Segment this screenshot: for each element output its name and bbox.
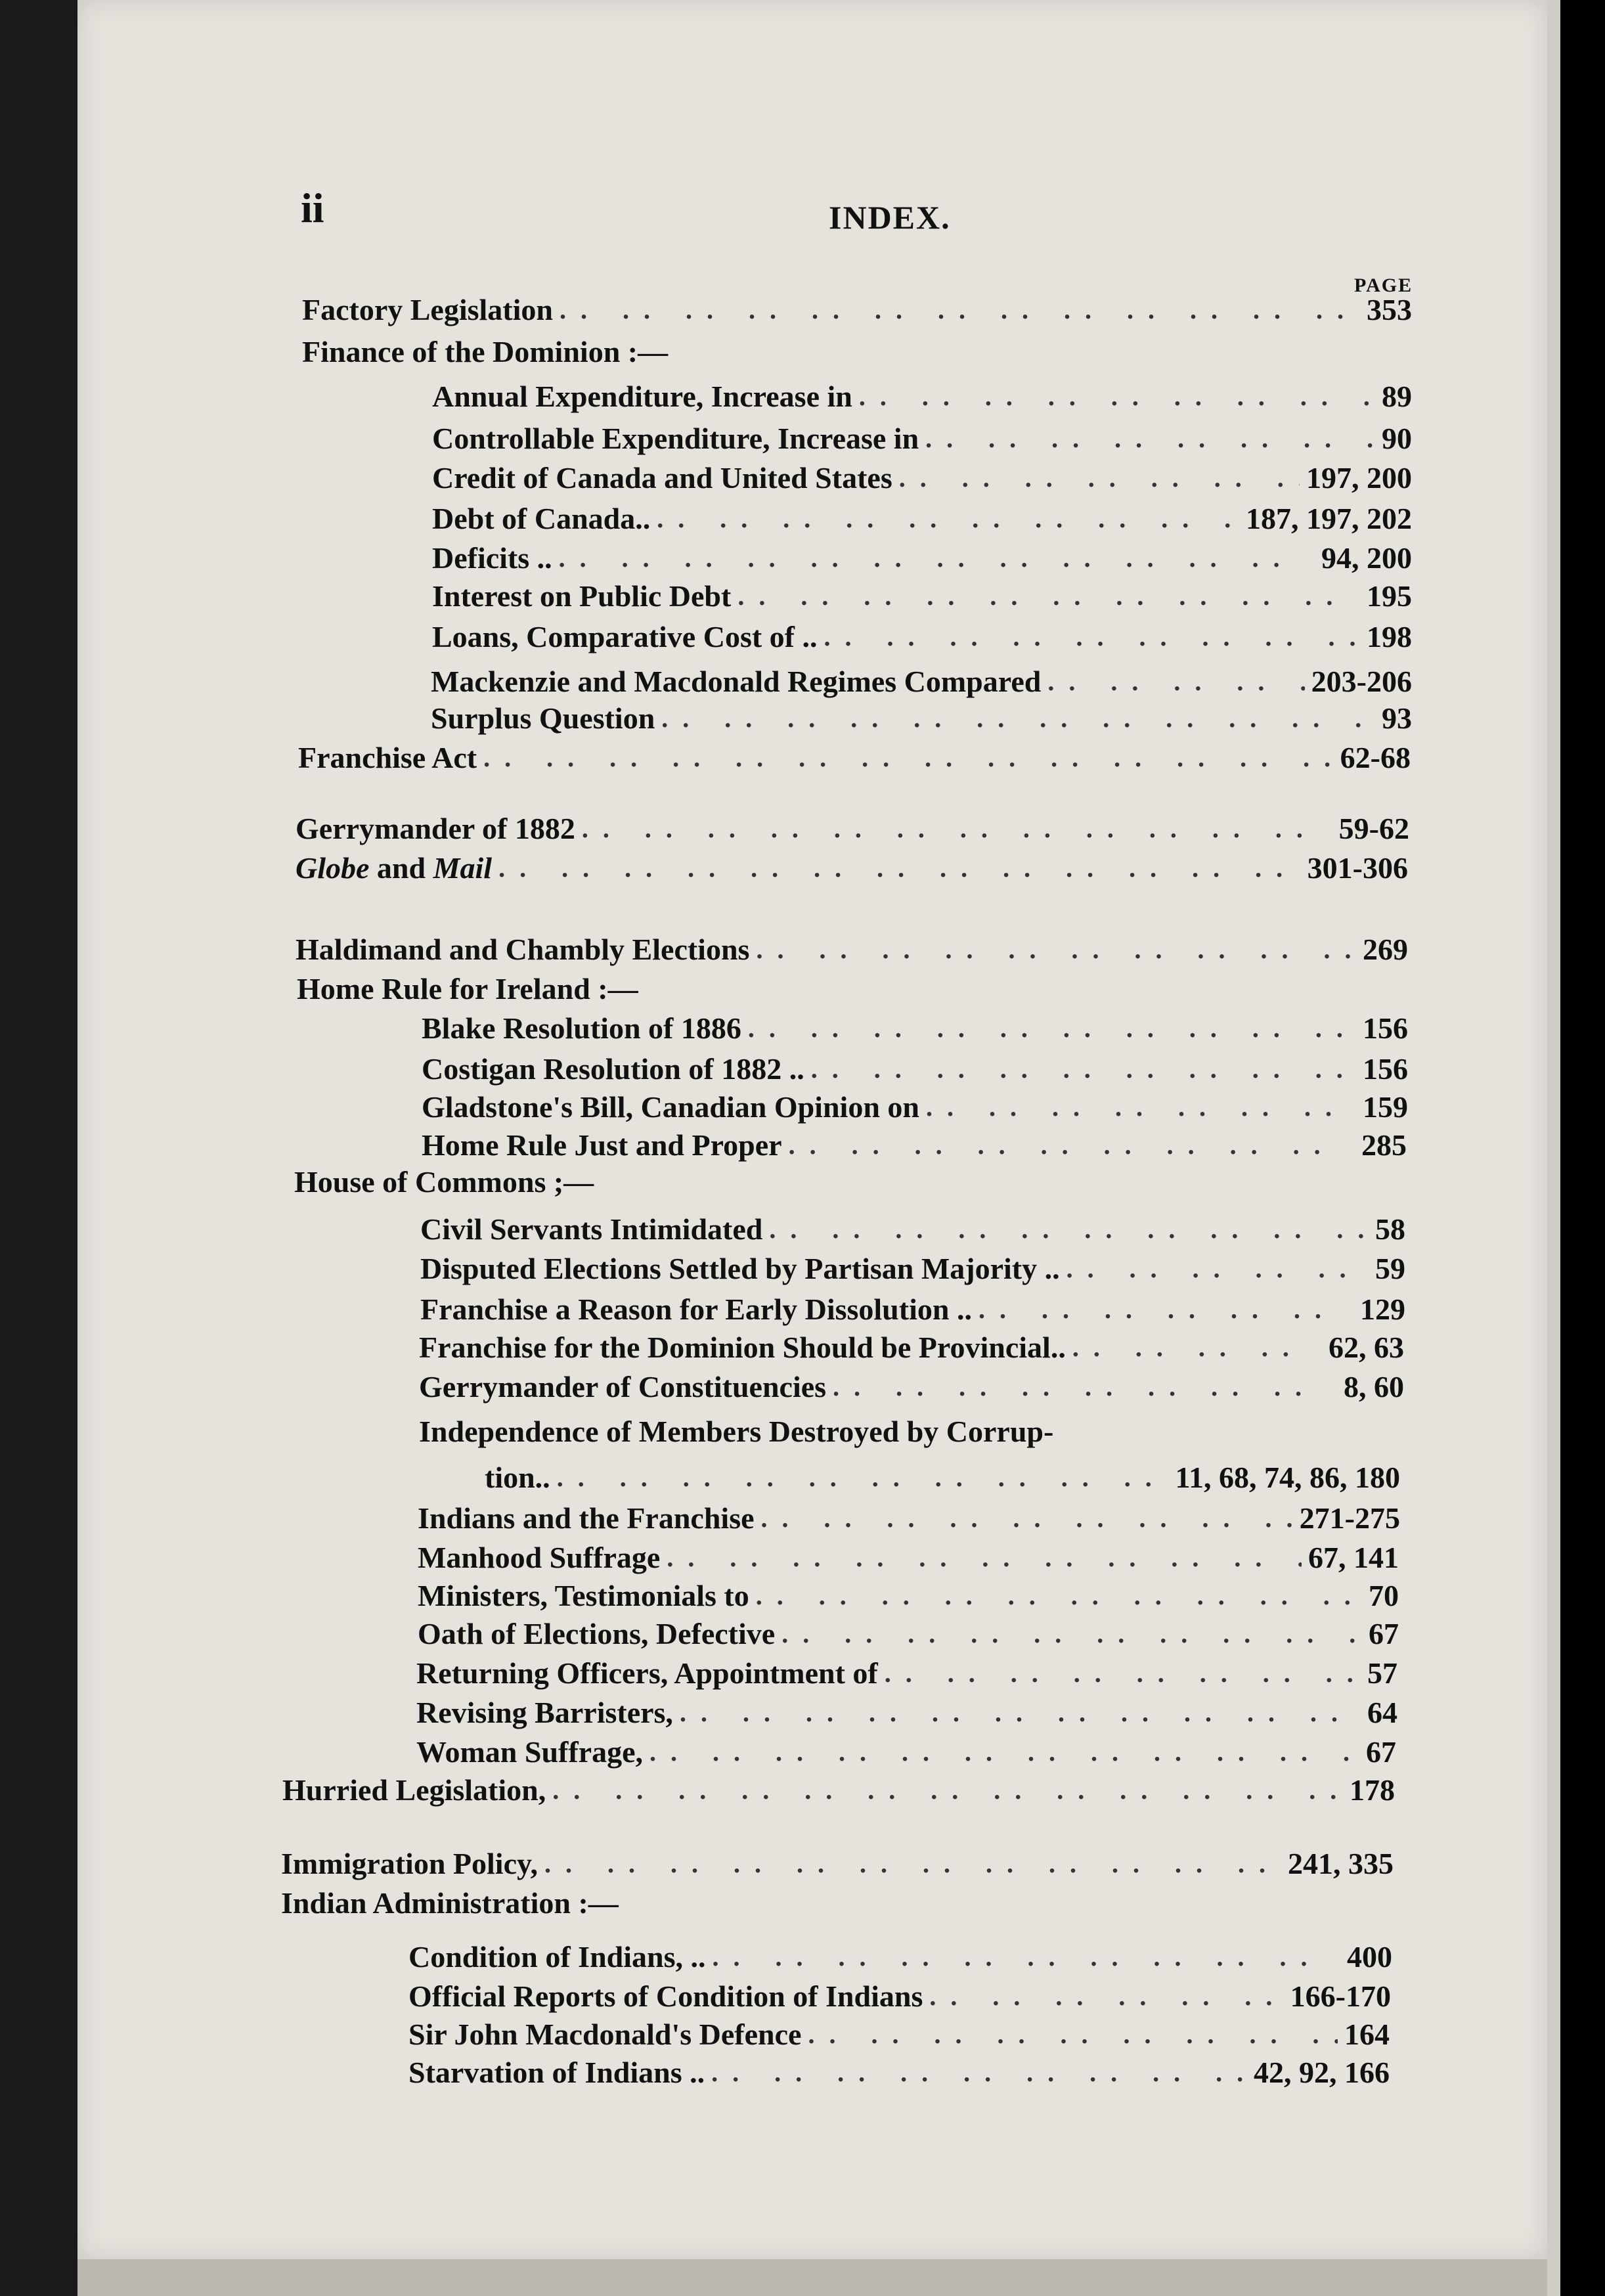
entry-label: Mackenzie and Macdonald Regimes Compared bbox=[431, 665, 1042, 698]
index-entry bbox=[296, 808, 1409, 850]
index-subentry bbox=[422, 1007, 1408, 1049]
leader-dots bbox=[748, 1007, 1356, 1049]
leader-dots bbox=[781, 1613, 1362, 1655]
entry-label: Costigan Resolution of 1882 .. bbox=[422, 1052, 804, 1086]
entry-pages: 400 bbox=[1347, 1940, 1392, 1974]
entry-pages: 67 bbox=[1369, 1617, 1399, 1650]
leader-dots bbox=[761, 1497, 1293, 1539]
index-subentry bbox=[420, 1248, 1405, 1290]
page-title: INDEX. bbox=[829, 199, 951, 236]
leader-dots bbox=[925, 418, 1375, 460]
entry-label: Manhood Suffrage bbox=[418, 1541, 661, 1574]
entry-pages: 93 bbox=[1382, 701, 1412, 735]
entry-label: Gerrymander of 1882 bbox=[296, 812, 575, 845]
index-subentry bbox=[418, 1613, 1399, 1655]
entry-label: Franchise Act bbox=[298, 741, 477, 774]
leader-dots bbox=[1047, 661, 1304, 703]
index-subentry bbox=[432, 376, 1412, 418]
leader-dots bbox=[789, 1124, 1355, 1166]
entry-label: Annual Expenditure, Increase in bbox=[432, 380, 852, 413]
entry-pages: 285 bbox=[1361, 1128, 1407, 1162]
entry-label-italic: Globe bbox=[296, 851, 370, 885]
entry-pages: 197, 200 bbox=[1306, 461, 1412, 495]
leader-dots bbox=[649, 1731, 1359, 1773]
entry-pages: 156 bbox=[1363, 1011, 1408, 1045]
index-subentry bbox=[416, 1731, 1396, 1773]
entry-pages: 271-275 bbox=[1299, 1501, 1400, 1535]
entry-label: Starvation of Indians .. bbox=[408, 2056, 705, 2089]
entry-label: Haldimand and Chambly Elections bbox=[296, 933, 750, 966]
entry-label: tion.. bbox=[485, 1461, 550, 1494]
index-subentry bbox=[420, 1208, 1405, 1250]
entry-pages: 166-170 bbox=[1290, 1979, 1391, 2013]
entry-label: Woman Suffrage, bbox=[416, 1735, 643, 1769]
page-column-heading: PAGE bbox=[1354, 275, 1413, 296]
entry-label: Disputed Elections Settled by Partisan Majority .. bbox=[420, 1252, 1060, 1285]
leader-dots bbox=[929, 1976, 1283, 2018]
entry-label: Home Rule Just and Proper bbox=[422, 1128, 782, 1162]
entry-label: Returning Officers, Appointment of bbox=[416, 1656, 878, 1690]
entry-label: Gladstone's Bill, Canadian Opinion on bbox=[422, 1090, 919, 1124]
leader-dots bbox=[808, 2014, 1338, 2056]
entry-pages: 353 bbox=[1367, 293, 1412, 326]
leader-dots bbox=[560, 289, 1360, 331]
entry-pages: 129 bbox=[1360, 1292, 1405, 1326]
index-subentry bbox=[422, 1086, 1408, 1128]
index-entry bbox=[296, 929, 1408, 971]
entry-label: Franchise for the Dominion Should be Provincial.. bbox=[419, 1331, 1066, 1364]
page-number: ii bbox=[301, 185, 324, 231]
entry-pages: 90 bbox=[1382, 422, 1412, 455]
leader-dots bbox=[885, 1652, 1361, 1694]
entry-pages: 269 bbox=[1363, 933, 1408, 966]
entry-label: Debt of Canada.. bbox=[432, 502, 651, 535]
entry-pages: 59-62 bbox=[1338, 812, 1409, 845]
entry-pages: 59 bbox=[1375, 1252, 1405, 1285]
entry-label: Blake Resolution of 1886 bbox=[422, 1011, 741, 1045]
page-bottom-edge bbox=[77, 2259, 1547, 2296]
index-subentry bbox=[416, 1652, 1397, 1694]
index-heading: Finance of the Dominion :— bbox=[302, 335, 669, 368]
leader-dots bbox=[711, 2052, 1247, 2094]
index-subentry-wrap: Independence of Members Destroyed by Corrup- bbox=[419, 1415, 1054, 1448]
entry-pages: 195 bbox=[1367, 579, 1412, 613]
entry-pages: 203-206 bbox=[1311, 665, 1412, 698]
entry-pages: 178 bbox=[1350, 1773, 1395, 1807]
leader-dots bbox=[769, 1208, 1369, 1250]
entry-label: Indians and the Franchise bbox=[418, 1501, 755, 1535]
entry-pages: 62-68 bbox=[1340, 741, 1411, 774]
entry-label: Immigration Policy, bbox=[281, 1847, 538, 1880]
leader-dots bbox=[1066, 1248, 1369, 1290]
leader-dots bbox=[737, 575, 1360, 617]
entry-pages: 159 bbox=[1363, 1090, 1408, 1124]
index-subentry bbox=[432, 575, 1412, 617]
leader-dots bbox=[756, 1575, 1362, 1617]
entry-label: Credit of Canada and United States bbox=[432, 461, 892, 495]
leader-dots bbox=[1072, 1327, 1322, 1369]
index-subentry bbox=[419, 1327, 1404, 1369]
leader-dots bbox=[544, 1843, 1281, 1885]
index-entry bbox=[296, 847, 1408, 889]
leader-dots bbox=[667, 1537, 1302, 1579]
scan-border bbox=[1560, 0, 1605, 2296]
entry-pages: 67 bbox=[1366, 1735, 1396, 1769]
index-heading: Indian Administration :— bbox=[281, 1886, 619, 1920]
entry-pages: 241, 335 bbox=[1288, 1847, 1394, 1880]
index-subentry bbox=[432, 537, 1412, 579]
index-subentry bbox=[432, 616, 1412, 658]
index-subentry bbox=[432, 457, 1412, 499]
entry-pages: 164 bbox=[1344, 2018, 1390, 2051]
entry-pages: 64 bbox=[1367, 1696, 1397, 1729]
entry-pages: 11, 68, 74, 86, 180 bbox=[1175, 1461, 1400, 1494]
leader-dots bbox=[926, 1086, 1356, 1128]
index-subentry bbox=[416, 1692, 1397, 1734]
entry-pages: 156 bbox=[1363, 1052, 1408, 1086]
index-subentry bbox=[418, 1575, 1399, 1617]
leader-dots bbox=[552, 1769, 1343, 1811]
entry-label-italic: Mail bbox=[433, 851, 493, 885]
leader-dots bbox=[483, 737, 1334, 779]
index-subentry bbox=[420, 1289, 1405, 1331]
entry-label: Ministers, Testimonials to bbox=[418, 1579, 749, 1612]
entry-pages: 94, 200 bbox=[1321, 541, 1412, 575]
entry-label bbox=[296, 847, 492, 889]
index-subentry bbox=[419, 1366, 1404, 1408]
leader-dots bbox=[657, 498, 1239, 540]
index-subentry bbox=[432, 498, 1412, 540]
index-entry bbox=[282, 1769, 1395, 1811]
entry-label: Revising Barristers, bbox=[416, 1696, 673, 1729]
leader-dots bbox=[713, 1936, 1341, 1978]
leader-dots bbox=[978, 1289, 1353, 1331]
entry-pages: 301-306 bbox=[1307, 851, 1408, 885]
index-entry bbox=[298, 737, 1411, 779]
entry-pages: 8, 60 bbox=[1344, 1370, 1404, 1403]
entry-label: Controllable Expenditure, Increase in bbox=[432, 422, 919, 455]
leader-dots bbox=[680, 1692, 1361, 1734]
index-entry bbox=[281, 1843, 1394, 1885]
index-subentry bbox=[422, 1048, 1408, 1090]
entry-pages: 62, 63 bbox=[1329, 1331, 1404, 1364]
entry-pages: 58 bbox=[1375, 1212, 1405, 1246]
entry-label: Sir John Macdonald's Defence bbox=[408, 2018, 802, 2051]
index-subentry bbox=[408, 1936, 1392, 1978]
index-subentry bbox=[431, 697, 1412, 740]
entry-pages: 187, 197, 202 bbox=[1246, 502, 1412, 535]
leader-dots bbox=[859, 376, 1375, 418]
page-edge bbox=[1547, 0, 1560, 2296]
leader-dots bbox=[661, 697, 1375, 740]
leader-dots bbox=[756, 929, 1356, 971]
index-entry bbox=[302, 289, 1412, 331]
leader-dots bbox=[824, 616, 1360, 658]
entry-pages: 57 bbox=[1367, 1656, 1397, 1690]
entry-pages: 42, 92, 166 bbox=[1254, 2056, 1390, 2089]
index-heading: Home Rule for Ireland :— bbox=[297, 972, 638, 1005]
index-subentry bbox=[408, 1976, 1391, 2018]
entry-label: Hurried Legislation, bbox=[282, 1773, 546, 1807]
index-subentry bbox=[422, 1124, 1407, 1166]
leader-dots bbox=[833, 1366, 1337, 1408]
index-subentry bbox=[418, 1537, 1399, 1579]
index-subentry bbox=[485, 1457, 1400, 1499]
leader-dots bbox=[582, 808, 1332, 850]
entry-label: Official Reports of Condition of Indians bbox=[408, 1979, 923, 2013]
entry-label: Surplus Question bbox=[431, 701, 655, 735]
entry-pages: 89 bbox=[1382, 380, 1412, 413]
entry-label: Franchise a Reason for Early Dissolution .. bbox=[420, 1292, 972, 1326]
index-subentry bbox=[408, 2014, 1390, 2056]
entry-label: Deficits .. bbox=[432, 541, 552, 575]
entry-label: Gerrymander of Constituencies bbox=[419, 1370, 827, 1403]
leader-dots bbox=[557, 1457, 1169, 1499]
index-subentry bbox=[431, 661, 1412, 703]
leader-dots bbox=[559, 537, 1315, 579]
leader-dots bbox=[811, 1048, 1356, 1090]
entry-label: Oath of Elections, Defective bbox=[418, 1617, 776, 1650]
entry-pages: 67, 141 bbox=[1308, 1541, 1399, 1574]
entry-pages: 198 bbox=[1367, 620, 1412, 653]
index-subentry bbox=[432, 418, 1412, 460]
entry-label: Factory Legislation bbox=[302, 293, 553, 326]
index-subentry bbox=[418, 1497, 1400, 1539]
entry-label: Interest on Public Debt bbox=[432, 579, 732, 613]
entry-pages: 70 bbox=[1369, 1579, 1399, 1612]
leader-dots bbox=[498, 847, 1301, 889]
index-subentry bbox=[408, 2052, 1390, 2094]
leader-dots bbox=[899, 457, 1300, 499]
entry-label: Condition of Indians, .. bbox=[408, 1940, 706, 1974]
index-heading: House of Commons ;— bbox=[294, 1165, 594, 1199]
entry-label: Loans, Comparative Cost of .. bbox=[432, 620, 818, 653]
entry-label-mid: and bbox=[369, 851, 433, 885]
entry-label: Civil Servants Intimidated bbox=[420, 1212, 763, 1246]
